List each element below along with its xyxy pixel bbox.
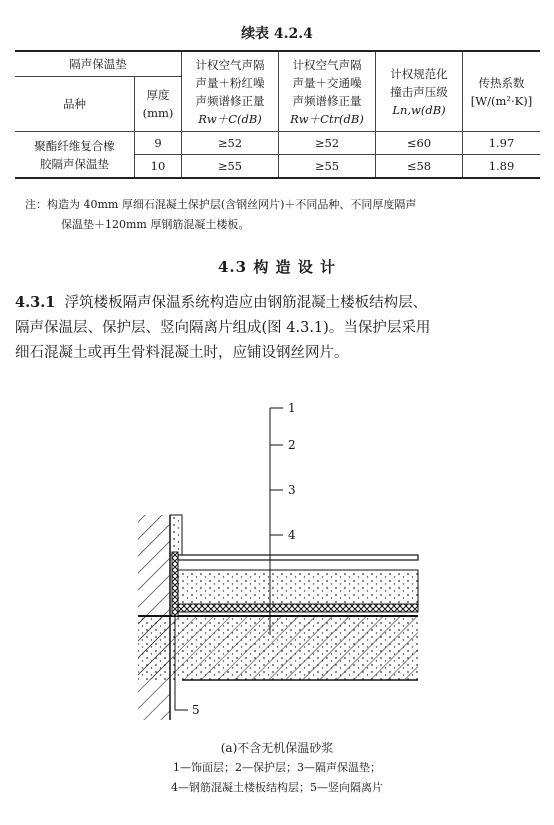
cell-variety-line: 聚酯纤维复合橡: [34, 138, 115, 153]
layer-insulation-pad: [178, 604, 418, 612]
header-thickness: [135, 77, 182, 132]
figure-caption: [0, 738, 554, 798]
cell-rw-c: ≥52: [182, 132, 279, 155]
table-note-line: 保温垫＋120mm 厚钢筋混凝土楼板。: [61, 218, 250, 231]
cell-thickness: 9: [135, 132, 182, 155]
spec-table: [15, 50, 540, 179]
cell-lnw: ≤58: [376, 155, 463, 179]
header-group: 隔声保温垫: [15, 51, 182, 77]
cell-k: 1.97: [463, 132, 541, 155]
header-rw-ctr: [279, 51, 376, 132]
header-lnw-line: Ln,w(dB): [392, 102, 446, 117]
clause-text: 浮筑楼板隔声保温系统构造应由钢筋混凝土楼板结构层、: [64, 295, 428, 311]
table-header-row: [15, 51, 540, 77]
section-title: 4.3 构 造 设 计: [218, 258, 336, 276]
caption-line: 4—钢筋混凝土楼板结构层；5—竖向隔离片: [171, 781, 383, 794]
header-rw-c-line: Rw＋C(dB): [198, 111, 262, 126]
header-thickness-line: 厚度: [146, 88, 170, 102]
layer-finish: [178, 555, 418, 560]
header-thickness-line: (mm): [142, 106, 174, 120]
table-title: 续表 4.2.4: [241, 26, 313, 42]
header-k-line: [W/(m²·K)]: [470, 93, 533, 108]
header-k-line: 传热系数: [478, 75, 525, 90]
callout-label-5: 5: [192, 703, 200, 717]
cell-rw-ctr: ≥52: [279, 132, 376, 155]
table-note: [25, 195, 540, 235]
header-rw-c-line: 计权空气声隔: [195, 57, 265, 72]
cell-rw-ctr: ≥55: [279, 155, 376, 179]
table-note-line: 注：构造为 40mm 厚细石混凝土保护层(含钢丝网片)＋不同品种、不同厚度隔声: [25, 198, 417, 211]
construction-diagram: [100, 390, 440, 730]
header-rw-c: [182, 51, 279, 132]
caption-title: (a)不含无机保温砂浆: [220, 741, 334, 755]
cell-lnw: ≤60: [376, 132, 463, 155]
header-rw-ctr-line: 声频谱修正量: [292, 93, 362, 108]
callout-label-1: 1: [288, 401, 296, 415]
callout-label-3: 3: [288, 483, 296, 497]
clause-line: 隔声保温层、保护层、竖向隔离片组成(图 4.3.1)。当保护层采用: [15, 320, 431, 336]
layer-structural-slab: [138, 616, 418, 680]
callout-label-4: 4: [288, 528, 296, 542]
header-k: [463, 51, 541, 132]
table-row: [15, 132, 540, 155]
caption-line: 1—饰面层；2—保护层；3—隔声保温垫；: [173, 761, 381, 774]
header-rw-ctr-line: Rw＋Ctr(dB): [290, 111, 364, 126]
header-rw-ctr-line: 计权空气声隔: [292, 57, 362, 72]
cell-variety: [15, 132, 135, 179]
header-rw-c-line: 声频谱修正量: [195, 93, 265, 108]
header-lnw-line: 计权规范化: [390, 66, 448, 81]
header-rw-c-line: 声量＋粉红噪: [195, 75, 265, 90]
vertical-isolation-strip: [172, 552, 178, 616]
cell-thickness: 10: [135, 155, 182, 179]
clause-paragraph: [15, 290, 540, 366]
header-rw-ctr-line: 声量＋交通噪: [292, 75, 362, 90]
header-variety: 品种: [15, 77, 135, 132]
cell-rw-c: ≥55: [182, 155, 279, 179]
clause-number: 4.3.1: [15, 294, 56, 311]
layer-protective: [178, 570, 418, 604]
cell-variety-line: 胶隔声保温垫: [40, 156, 109, 171]
clause-line: 细石混凝土或再生骨料混凝土时，应铺设钢丝网片。: [15, 345, 349, 361]
callout-label-2: 2: [288, 438, 296, 452]
header-lnw-line: 撞击声压级: [390, 84, 448, 99]
header-lnw: [376, 51, 463, 132]
clause-line: [15, 290, 540, 316]
cell-k: 1.89: [463, 155, 541, 179]
